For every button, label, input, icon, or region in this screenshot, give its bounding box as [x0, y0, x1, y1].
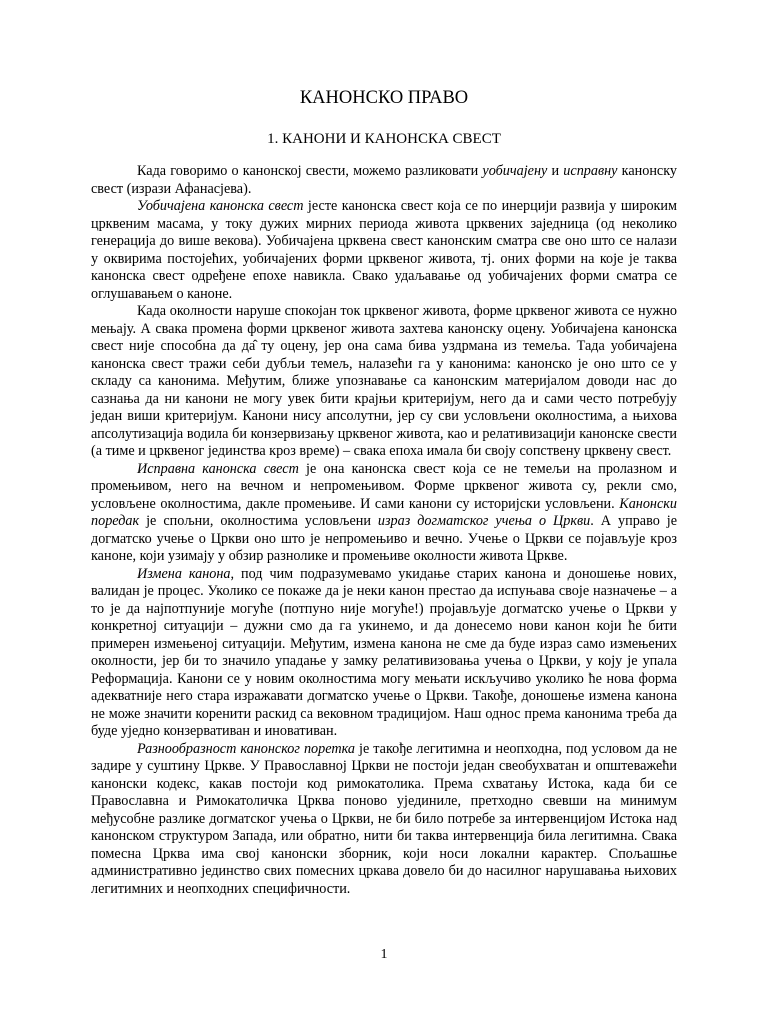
text-run: канонску свест (изрази Афанасјева). — [91, 163, 678, 197]
text-run: Када околности наруше спокојан ток црквеног живота, форме црквеног живота се нужно мењају. А свака промена форми црквеног живота захтева канонску оцену. Уобичајена канонска свест није способна да да̂ ту оцену, јер она сама бива уздрмана из темеља. Тада уобичајена канонска свест тражи себи дубљи темељ, налазећи га у канонима: канонско је оно што се у складу са канонима. Међутим, ближе упознавање са канонским материјалом доводи нас до сазнања да ни канони не могу увек бити крајњи критеријум, него да и сами често потребују један виши критеријум. Канони нису апсолутни, јер су сви условљени околностима, а њихова апсолутизација водила би конзервизању црквеног живота, као и релативизацији канонске свести (а тиме и црквеног јединства кроз време) – свака епоха имала би своју сопствену црквену свест. — [91, 303, 677, 459]
paragraph — [91, 566, 677, 741]
page-number: 1 — [380, 947, 388, 962]
paragraph — [91, 163, 677, 198]
italic-term: Уобичајена канонска свест — [137, 198, 304, 214]
text-run: Када говоримо о канонској свести, можемо разликовати — [137, 163, 483, 179]
section-heading: 1. КАНОНИ И КАНОНСКА СВЕСТ — [267, 131, 501, 147]
paragraph — [91, 303, 677, 461]
text-run: је она канонска свест која се не темељи на пролазном и промењивом, него на вечном и непромењивом. Форме црквеног живота су, рекли смо, условљене околностима, дакле промењиве. И сами канони су историјски условљени. — [91, 460, 677, 512]
paragraph — [91, 741, 677, 899]
paragraph — [91, 198, 677, 303]
italic-term: Канонски поредак — [91, 495, 677, 529]
text-run: јесте канонска свест која се по инерцији развија у широким црквеним масама, у току дужих мирних периода живота црквених заједница (од неколико генерација до више векова). Уобичајена црквена свест канонским сматра све оно што се налази у оквирима постојећих, уобичајених форми црквеног живота, тј. оних форми на које је таква канонска свест одређене епохе навикла. Свако удаљавање од уобичајених форми сматра се оглушавањем о каноне. — [91, 198, 678, 302]
text-run: је спољни, околностима условљени — [139, 513, 378, 529]
body-text — [91, 163, 677, 898]
italic-term: Разнообразност канонског поретка — [137, 740, 355, 757]
text-run: је такође легитимна и неопходна, под условом да не задире у суштину Цркве. У Православној Цркви не постоји један свеобухватан и општеважећи канонски кодекс, какав постоји код римокатолика. Према схватању Истока, када би се Православна и Римокатоличка Црква поново ујединиле, претходно свевши на минимум међусобне разлике догматског учења о Цркви, не би било потребе за интервенцијом Истока над канонском структуром Запада, или обратно, нити би таква интервенција била легитимна. Свака помесна Црква има свој канонски зборник, који носи локални карактер. Спољашње административно јединство свих помесних цркава довело би до насилног нарушавања њихових легитимних и неопходних специфичности. — [91, 740, 677, 897]
italic-term: уобичајену — [482, 163, 548, 179]
italic-term: Исправна канонска свест — [137, 460, 299, 477]
italic-term: исправну — [563, 163, 618, 179]
italic-term: израз догматског учења о Цркви — [377, 513, 591, 529]
text-run: , под чим подразумевамо укидање старих канона и доношење нових, валидан је процес. Уколико се покаже да је неки канон престао да испуњава своје назначење – а то је да најпотпуније могуће (потпуно није могуће!) пројављује догматско учење о Цркви у конкретној ситуацији – дужни смо да га укинемо, и да донесемо нови канон који ће бити примерен измењеној ситуацији. Међутим, измена канона не сме да буде израз само измењених околности, јер би то значило упадање у замку релативизовања учења о Цркви, у коју је упала Реформација. Канони се у новим околностима могу мењати искључиво уколико ће нова форма адекватније него стара изражавати догматско учење о Цркви. Такође, доношење измена канона не може значити коренити раскид са вековном традицијом. Наш однос према канонима треба да буде уједно конзервативан и иновативан. — [91, 565, 677, 739]
paragraph — [91, 461, 677, 566]
document-title: КАНОНСКО ПРАВО — [299, 88, 469, 108]
italic-term: Измена канона — [137, 565, 231, 582]
text-run: . А управо је догматско учење о Цркви оно што је непромењиво и вечно. Учење о Цркви се појављује кроз каноне, који узимају у обзир разнолике и промењиве околности живота Цркве. — [91, 513, 677, 564]
text-run: и — [547, 163, 564, 179]
